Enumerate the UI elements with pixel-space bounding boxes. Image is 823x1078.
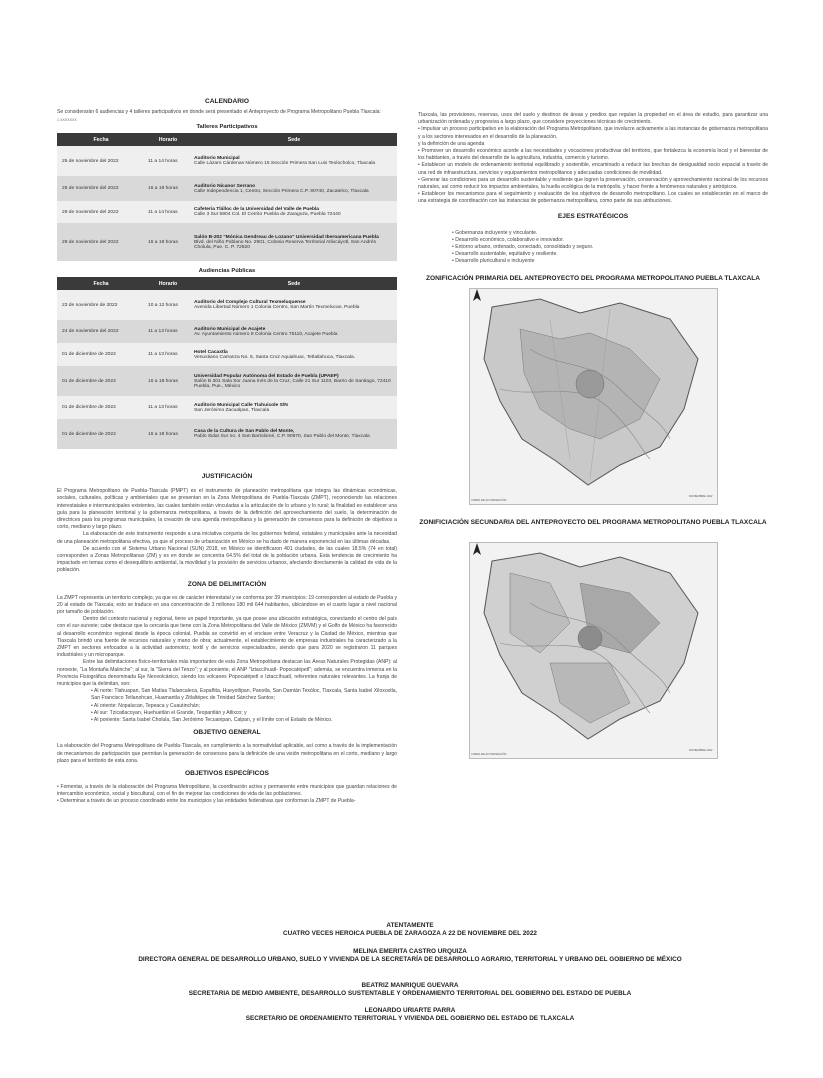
north-arrow-icon: [470, 289, 484, 303]
table-row: [57, 396, 397, 419]
map2-graphic: [470, 543, 717, 758]
cell-fecha: 29 de noviembre del 2022: [57, 201, 145, 223]
audiencias-heading: Audiencias Públicas: [198, 268, 256, 275]
cell-sede: [191, 176, 397, 201]
table-row: [57, 320, 397, 343]
table-row: [57, 176, 397, 201]
header-fecha: Fecha: [57, 133, 145, 146]
header-sede: Sede: [191, 277, 397, 290]
signatory-name: LEONARDO URIARTE PARRA: [364, 1007, 456, 1014]
cell-fecha: 25 de noviembre del 2022: [57, 176, 145, 201]
cell-sede: [191, 223, 397, 261]
talleres-table: [57, 133, 397, 261]
calendario-heading: CALENDARIO: [205, 98, 249, 105]
especificos-1: • Fomentar, a través de la elaboración del Programa Metropolitano, la coordinación activa y permanente entre municipios que guardan relaciones de intercambio económico, social y biocultural, con el fin de mejorar las condiciones de vida de las poblaciones.: [57, 783, 397, 798]
calendario-intro: Se considerarán 6 audiencias y 4 talleres participativos en donde será presentado el Anteproyecto de Programa Metropolitano Puebla Tlaxcala:: [57, 109, 381, 115]
zona-heading: ZONA DE DELIMITACIÓN: [187, 580, 267, 588]
cell-fecha: 01 de diciembre de 2022: [57, 396, 145, 419]
audiencias-table: [57, 277, 397, 449]
sede-detail: Av. Ayuntamiento número 8 Colonia Centro 75110, Acajete Puebla: [194, 331, 338, 337]
justificacion-p1: El Programa Metropolitano de Puebla-Tlaxcala (PMPT) es el instrumento de planeación metropolitana que integra las dinámicas económicas, sociales, culturales, políticas y ambientales que se presentan en la Zona Metropolitana de Puebla-Tlaxcala (ZMPT), reconociendo las relaciones interestatales e intermunicipales existentes, las cuales también están vinculadas a la articulación de lo urbano y lo rural; la finalidad es establecer una guía para la planeación territorial y la gobernanza metropolitana, a través de la definición del aprovechamiento del suelo, la determinación de directrices para los programas municipales, la creación de una agenda metropolitana y la generación de consensos para la definición de objetivos a corto, mediano y largo plazo.: [57, 488, 397, 531]
sede-title: Salón B-202 "Mónica Gendreau de Lozano" Universidad Iberoamericana Puebla: [194, 234, 379, 240]
sede-detail: Pablo Sidar Sur no. 4 San Bartolomé, C.P. 90970, San Pablo del Monte, Tlaxcala: [194, 434, 370, 440]
sede-title: Auditorio del Complejo Cultural Texmeluquense: [194, 300, 306, 306]
signatory-3: [100, 1007, 720, 1023]
cell-sede: [191, 146, 397, 176]
map2-heading: ZONIFICIACIÓN SECUNDARIA DEL ANTEPROYECTO DEL PROGRAMA METROPOLITANO PUEBLA TLAXCALA: [419, 518, 767, 526]
list-item: • Entorno urbano, ordenado, conectado, consolidado y seguro.: [452, 244, 594, 251]
signatory-role: SECRETARIO DE ORDENAMIENTO TERRITORIAL Y VIVIENDA DEL GOBIERNO DEL ESTADO DE TLAXCALA: [245, 1014, 575, 1022]
table-row: [57, 419, 397, 449]
sede-title: Auditorio Municipal de Acajete: [194, 326, 266, 332]
cell-horario: 16 a 18 horas: [145, 366, 191, 396]
bullet-item: • Impulsar un proceso participativo en la elaboración del Programa Metropolitano, que involucre activamente a las instancias de gobernanza metropolitana y a los sectores interesados en el desarrollo de la planeación.: [418, 126, 768, 140]
zona-norte: • Al norte: Tlahuapan, San Matías Tlalancaleca, Españita, Hueyotlipan, Panotla, San Damián Texóloc, Tlaxcala, Santa Isabel Xiloxoxtla, San Francisco Tetlanohcan, Huamantla y Zitlaltépec de Trinidad Sánchez Santos;: [91, 688, 397, 702]
list-item: • Desarrollo económico, colaborativo e innovador.: [452, 236, 564, 243]
especificos-heading: OBJETIVOS ESPECÍFICOS: [185, 769, 269, 777]
list-item: • Desarrollo pluricultural e incluyente: [452, 258, 535, 265]
north-arrow-icon: [470, 543, 484, 557]
small-note: 1 XXXXXXX: [57, 118, 77, 123]
table-row: [57, 223, 397, 261]
signatory-role: SECRETARIA DE MEDIO AMBIENTE, DESARROLLO SUSTENTABLE Y ORDENAMIENTO TERRITORIAL DEL GOBIERNO DEL ESTADO DE PUEBLA: [188, 989, 632, 997]
cell-horario: 16 a 18 horas: [145, 419, 191, 449]
signatory-1: [100, 948, 720, 964]
sede-detail: Blvd. del Niño Poblano No. 2901, Colonia Reserva Territorial Atlixcáyotl, San Andrés Cholula, Pue. C. P. 72820: [194, 239, 377, 250]
zona-p3: Entre las delimitaciones físico-territoriales más importantes de esta Zona Metropolitana destacan las Áreas Naturales Protegidas (ANP): al noroeste, "La Montaña Malinche"; al sur, la "Sierra del Tenzo"; y al poniente, el ANP "Iztaccíhuatl- Popocatépetl"; además, se encuentra inmersa en la Provincia Fisiográfica denominada Eje Neovolcánico, siendo los volcanes Popocatépetl e Iztaccíhuatl, referentes naturales relevantes. La franja de municipios que la delimitan, son:: [57, 659, 397, 688]
cell-horario: 16 a 19 horas: [145, 176, 191, 201]
zona-p1: La ZMPT representa un territorio complejo, ya que es de carácter interestatal y se conforma por 39 municipios: 19 corresponden al estado de Puebla y 20 al estado de Tlaxcala; esto se traduce en una concentración de 3 millones 180 mil 644 habitantes, ubicándose en el cuarto lugar a nivel nacional por tamaño de población.: [57, 594, 397, 616]
cell-fecha: 23 de noviembre de 2022: [57, 290, 145, 320]
cell-fecha: 29 de noviembre del 2022: [57, 223, 145, 261]
cell-fecha: 24 de noviembre del 2022: [57, 320, 145, 343]
cell-horario: 11 a 14 horas: [145, 146, 191, 176]
signature-block: [100, 922, 720, 938]
cell-sede: [191, 396, 397, 419]
justificacion-p3: De acuerdo con el Sistema Urbano Nacional (SUN) 2018, en México se identificaron 401 ciudades, de las cuales 18.5% (74 en total) corresponden a Zonas Metropolitanas (ZM) y es en donde se concentra 64.5% del total de la población urbana. Esta tendencia de crecimiento ha impactado en temas como el desequilibrio ambiental, la movilidad y la provisión de servicios urbanos, afectando directamente la calidad de vida de la población.: [57, 545, 397, 574]
zona-p2: Dentro del contexto nacional y regional, tiene un papel importante, ya que posee una ubicación estratégica, conectando el centro del país con el sur-sureste; cabe destacar que la cercanía que tiene con la Zona Metropolitana del Valle de México (ZMVM) y el Golfo de México ha favorecido al desarrollo económico regional desde la época colonial, Puebla se convirtió en el enclave entre Veracruz y la Ciudad de México, mientras que Tlaxcala brindó una fuente de recursos naturales y mano de obra; actualmente, el establecimiento de empresas industriales ha caracterizado a la ZMPT en sectores enfocados a la actividad automotriz, textil y de servicios especializados, siendo que para 2020 se registraron 11 parques industriales y un microparque.: [57, 616, 397, 659]
map1-graphic: [470, 289, 717, 504]
map1-heading: ZONIFICACIÓN PRIMARIA DEL ANTEPROYECTO DEL PROGRAMA METROPOLITANO PUEBLA TLAXCALA: [425, 274, 761, 282]
cell-sede: [191, 366, 397, 396]
cell-sede: [191, 320, 397, 343]
continuation-paragraph: Tlaxcala, las provisiones, reservas, usos del suelo y destinos de áreas y predios que regulan la propiedad en el área de estudio, para garantizar una urbanización ordenada y progresiva a largo plazo, que considere proyecciones técnicas de crecimiento.: [418, 112, 768, 126]
map-legend: FIRMA DE AUTORIZACIÓN: [471, 497, 507, 502]
header-horario: Horario: [145, 277, 191, 290]
cell-fecha: 01 de diciembre de 2022: [57, 366, 145, 396]
table-row: [57, 146, 397, 176]
cell-fecha: 25 de noviembre del 2022: [57, 146, 145, 176]
justificacion-p2: La elaboración de este instrumento responde a una iniciativa conjunta de los gobiernos federal, estatales y municipales ante la necesidad de una planeación metropolitana efectiva, ya que el proceso de urbanización en México se ha dado de manera exponencial en las últimas décadas.: [57, 531, 397, 545]
signatory-name: BEATRIZ MANRIQUE GUEVARA: [361, 982, 459, 989]
map-date: NOVIEMBRE 2022: [688, 747, 713, 752]
zona-sur: • Al sur: Tzicatlacoyan, Huehuetlán el Grande, Teopantlán y Atlixco; y: [91, 709, 247, 716]
cell-sede: [191, 201, 397, 223]
map-legend: FIRMA DE AUTORIZACIÓN: [471, 751, 507, 756]
sede-detail: Avenida Libertad Número 1 Colonia Centro, San Martín Texmelucan, Puebla: [194, 305, 360, 311]
bullet-item: • Generar las condiciones para un desarrollo sustentable y resiliente que logren la preservación, conservación y aprovechamiento racional de los recursos naturales, así como reducir los impactos ambientales, la huella ecológica de la metrópolis, y hacer frente a fenómenos naturales y antrópicos.: [418, 176, 768, 191]
signatory-role: DIRECTORA GENERAL DE DESARROLLO URBANO, SUELO Y VIVIENDA DE LA SECRETARÍA DE DESARROLLO AGRARIO, TERRITORIAL Y URBANO DEL GOBIERNO DE MÉXICO: [138, 955, 682, 963]
header-horario: Horario: [145, 133, 191, 146]
sede-title: Auditorio Municipal: [194, 156, 240, 162]
bullet-item: • Promover un desarrollo económico acorde a las necesidades y vocaciones productivas del territorio, que fortalezca la economía local y el bienestar de los habitantes, a través del desarrollo de la agricultura, industria, comercio y turismo.: [418, 148, 768, 162]
cell-horario: 10 a 12 horas: [145, 290, 191, 320]
table-row: [57, 366, 397, 396]
sede-title: Auditorio Municipal Calle Tlahuicole S/N: [194, 402, 288, 408]
list-item: • Desarrollo sustentable, equitativo y resiliente.: [452, 251, 558, 258]
sede-detail: Salón B 301 Sala Sor Juana Inés de la Cruz, Calle 21 Sur 1103, Barrio de Santiago, 72410 Puebla, Pue., México: [194, 378, 391, 389]
cell-fecha: 01 de diciembre de 2022: [57, 343, 145, 366]
bullet-item: • Establecer los mecanismos para el seguimiento y evaluación de los objetivos de desarrollo metropolitano. Los cuales se establecerán en el marco de una estrategia de coordinación con las instancias de gobernanza metropolitana, como parte de sus atribuciones.: [418, 191, 768, 205]
table-header-row: [57, 133, 397, 146]
cell-sede: [191, 290, 397, 320]
sede-title: Cafetería Tlálloc de la Universidad del Valle de Puebla: [194, 207, 320, 213]
ejes-list: [418, 230, 768, 266]
table-row: [57, 343, 397, 366]
talleres-heading: Talleres Participativos: [196, 124, 258, 131]
sede-detail: Calle 3 Sur 5904 Col. El Cerrito Puebla de Zaragoza, Puebla 72440: [194, 212, 341, 218]
sede-detail: Calle Lázaro Cárdenas Número 15 Sección Primera San Luis Teolocholco, Tlaxcala: [194, 161, 376, 167]
map-zonificacion-primaria: [469, 288, 718, 505]
ejes-heading: EJES ESTRATÉGICOS: [557, 212, 629, 220]
justificacion-heading: JUSTIFICACIÓN: [201, 473, 253, 481]
zona-oriente: • Al oriente: Nopalucan, Tepeaca y Cuautinchán;: [91, 702, 201, 709]
sede-detail: Calle Independencia 1, Centro, Sección Primera C.P. 90740, Zacatelco, Tlaxcala: [194, 188, 369, 194]
atentamente: ATENTAMENTE: [386, 922, 434, 929]
right-column: [418, 98, 768, 759]
header-sede: Sede: [191, 133, 397, 146]
sede-title: Casa de la Cultura de San Pablo del Monte,: [194, 429, 295, 435]
list-item: • Gobernanza incluyente y vinculante.: [452, 229, 538, 236]
place-date: CUATRO VECES HEROICA PUEBLA DE ZARAGOZA A 22 DE NOVIEMBRE DEL 2022: [283, 929, 537, 937]
signatory-2: [100, 982, 720, 998]
signatory-name: MELINA EMERITA CASTRO URQUIZA: [353, 948, 467, 955]
zona-poniente: • Al poniente: Santa Isabel Cholula, San Jerónimo Tecuanipan, Calpan, y el límite con el Estado de México.: [91, 717, 333, 724]
cell-horario: 11 a 13 horas: [145, 320, 191, 343]
cell-horario: 11 a 13 horas: [145, 343, 191, 366]
table-header-row: [57, 277, 397, 290]
cell-sede: [191, 419, 397, 449]
left-column: [57, 98, 397, 806]
cell-fecha: 01 de diciembre de 2022: [57, 419, 145, 449]
bullet-item: • Establecer un modelo de ordenamiento territorial equilibrado y sostenible, encaminado a reducir las brechas de desigualdad socio espacial a través de una red de infraestructura, servicios y equipamientos metropolitanos y adecuadas condiciones de movilidad.: [418, 162, 768, 176]
objetivo-p: La elaboración del Programa Metropolitano de Puebla-Tlaxcala, en cumplimiento a la normatividad aplicable, así como a través de la implementación de mecanismos de participación que permitan la generación de consensos para la definición de una visión metropolitana en el corto, mediano y largo plazo para el territorio de esta zona.: [57, 743, 397, 764]
cell-horario: 11 a 14 horas: [145, 201, 191, 223]
sede-detail: Venustiano Carranza No. 5, Santa Cruz Aquiahuac, Tetlatlahuca, Tlaxcala.: [194, 354, 356, 360]
sede-title: Auditorio Nicanor Serrano: [194, 183, 256, 189]
map-date: NOVIEMBRE 2022: [688, 493, 713, 498]
sede-detail: San Jerónimo Zacualpan, Tlaxcala: [194, 407, 270, 413]
cell-horario: 11 a 13 horas: [145, 396, 191, 419]
sede-title: Hotel Cacaxtla: [194, 349, 228, 355]
table-row: [57, 201, 397, 223]
sede-title: Universidad Popular Autónoma del Estado de Puebla (UPAEP): [194, 373, 339, 379]
especificos-2: • Determinar a través de un proceso coordinado entre los municipios y las entidades federativas que conforman la ZMPT de Puebla-: [57, 798, 356, 805]
table-row: [57, 290, 397, 320]
map-zonificacion-secundaria: [469, 542, 718, 759]
bullet-item: y la definición de una agenda: [418, 140, 485, 147]
cell-sede: [191, 343, 397, 366]
header-fecha: Fecha: [57, 277, 145, 290]
objetivo-heading: OBJETIVO GENERAL: [193, 729, 261, 737]
cell-horario: 16 a 19 horas: [145, 223, 191, 261]
